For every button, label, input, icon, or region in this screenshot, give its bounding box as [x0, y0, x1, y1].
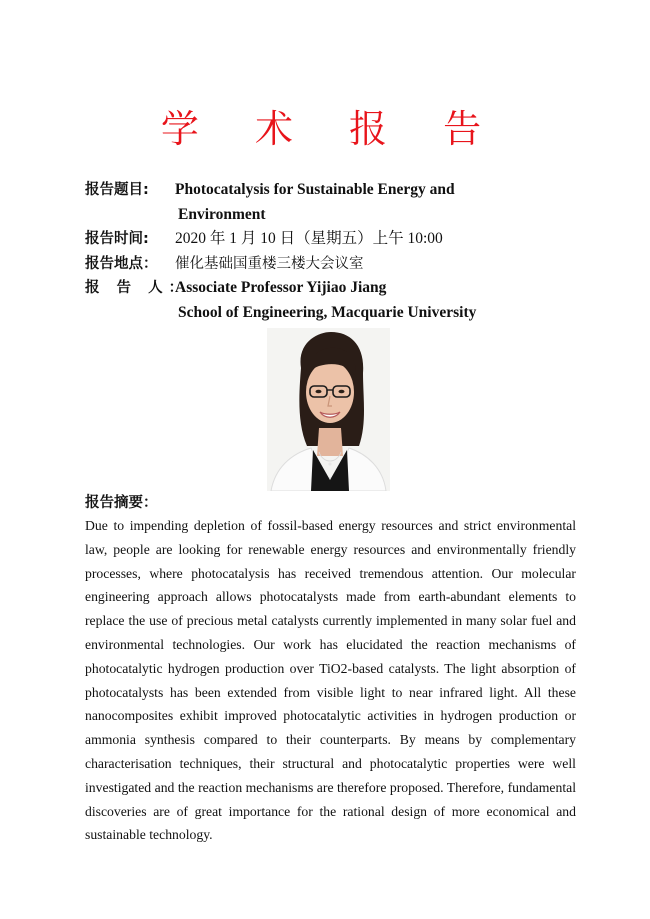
topic-value-continued: Environment	[178, 205, 266, 223]
topic-row-continued	[85, 203, 585, 228]
speaker-photo	[267, 328, 390, 491]
affiliation-row	[85, 301, 585, 326]
location-value: 催化基础国重楼三楼大会议室	[175, 255, 364, 272]
abstract-label: 报告摘要：	[85, 495, 158, 511]
speaker-row	[85, 276, 585, 301]
speaker-name: Associate Professor Yijiao Jiang	[175, 279, 387, 296]
topic-value: Photocatalysis for Sustainable Energy and	[175, 181, 455, 198]
time-row	[85, 227, 585, 252]
topic-label: 报告题目:	[85, 182, 149, 198]
topic-row	[85, 178, 585, 203]
report-details	[85, 178, 585, 325]
speaker-affiliation: School of Engineering, Macquarie University	[178, 303, 477, 321]
speaker-portrait-icon	[267, 328, 390, 491]
page-title: 学 术 报 告	[160, 107, 504, 151]
speaker-label: 报 告 人：	[85, 280, 190, 296]
time-value: 2020 年 1 月 10 日（星期五）上午 10:00	[175, 230, 443, 247]
time-label: 报告时间:	[85, 231, 149, 247]
abstract-text: Due to impending depletion of fossil-based energy resources and strict environmental law, people are looking for renewable energy resources and environmentally friendly processes, where photocatalysis has received tremendous attention. Our molecular engineering approach allows photocatalysts made from earth-abundant elements to replace the use of precious metal catalysts currently implemented in many solar fuel and environmental technologies. Our work has elucidated the reaction mechanisms of photocatalytic hydrogen production over TiO2-based catalysts. The light absorption of photocatalysts has been extended from visible light to near infrared light. All these nanocomposites exhibit improved photocatalytic activities in hydrogen production or ammonia synthesis compared to their counterparts. By means by complementary characterisation techniques, their structural and photocatalytic properties were well investigated and the reaction mechanisms are therefore proposed. Therefore, fundamental discoveries are of great importance for the rational design of more economical and sustainable technology.	[85, 518, 576, 843]
location-label: 报告地点：	[85, 255, 158, 272]
location-row	[85, 252, 585, 277]
